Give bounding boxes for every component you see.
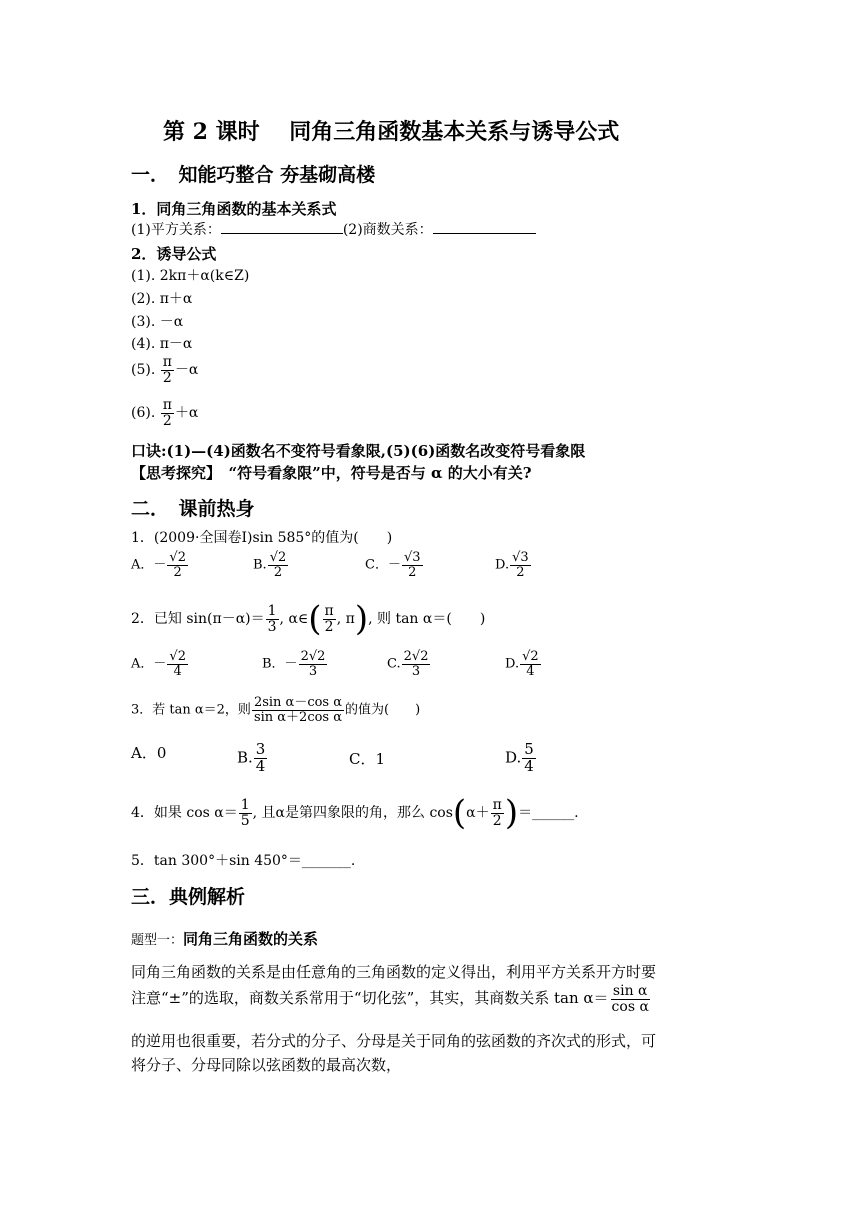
question-5-stem: 5．tan 300°＋sin 450°＝_______. [131,853,356,869]
formula-6: (6). $\frac{\pi}{2}$ ＋α [131,397,199,429]
formula-3: (3). －α [131,314,184,330]
q1-option-a: A．－ $\frac{√2}{2}$ [131,550,186,580]
think-text: “符号看象限”中，符号是否与 α 的大小有关? [228,464,532,482]
q3-option-d: D. $\frac{5}{4}$ [505,740,534,775]
square-relation-label: (1)平方关系： [131,222,221,238]
section-1-heading: 一． 知能巧整合 夯基砌高楼 [131,164,376,186]
think-label: 【思考探究】 [131,464,214,482]
q2-option-d: D. $\frac{√2}{4}$ [505,649,539,679]
formula-5-fraction: $\frac{\pi}{2}$ [162,354,172,386]
section-3-heading: 三．典例解析 [131,886,246,908]
section-2-heading: 二． 课前热身 [131,498,255,520]
quotient-relation-blank [433,221,536,234]
q3-option-a: A．0 [131,744,167,762]
paragraph-line-3: 的逆用也很重要，若分式的分子、分母是关于同角的弦函数的齐次式的形式，可 [131,1032,657,1050]
question-4-stem: 4．如果 cos α＝ $\frac{1}{5}$ , 且α是第四象限的角，那么 cos(α＋ $\frac{\pi}{2}$ )＝______. [131,793,579,833]
formula-6-fraction: $\frac{\pi}{2}$ [162,397,172,429]
page-title: 第 2 课时 同角三角函数基本关系与诱导公式 [163,119,620,145]
formula-1: (1). 2kπ＋α(k∈Z) [131,268,250,284]
mnemonic: 口诀:(1)—(4)函数名不变符号看象限,(5)(6)函数名改变符号看象限 [131,442,586,460]
q1-option-d: D. $\frac{√3}{2}$ [495,550,529,580]
q2-option-a: A．－ $\frac{√2}{4}$ [131,649,186,679]
type-one-heading: 题型一：同角三角函数的关系 [131,930,319,948]
formula-5: (5). $\frac{\pi}{2}$ －α [131,354,199,386]
formula-4: (4). π－α [131,336,193,352]
item-1-line [131,219,536,239]
q2-option-b: B．－ $\frac{2√2}{3}$ [262,649,326,679]
square-relation-blank [221,221,343,234]
formula-2: (2). π＋α [131,291,193,307]
q3-option-b: B. $\frac{3}{4}$ [237,740,266,775]
question-2-stem: 2．已知 sin(π－α)＝ $\frac{1}{3}$ , α∈( $\frac{\pi}{2}$ , π), 则 tan α＝( ) [131,599,486,639]
q1-option-c: C．－ $\frac{√3}{2}$ [365,550,421,580]
q3-option-c: C．1 [349,750,386,768]
think-explore [131,462,532,483]
q2-option-c: C. $\frac{2√2}{3}$ [387,649,429,679]
quotient-relation-label: (2)商数关系： [342,222,433,238]
item-2-title: 2．诱导公式 [131,245,217,263]
question-3-stem: 3．若 tan α＝2，则 $\frac{\text{2sin α－cos α}}{\text{sin α＋2cos α}}$ 的值为( ) [131,695,421,725]
paragraph-line-2: 注意“±”的选取，商数关系常用于“切化弦”，其实，其商数关系 tan α＝ $\frac{\text{sin α}}{\text{cos α}}$ [131,983,649,1015]
q1-option-b: B. $\frac{√2}{2}$ [253,550,287,580]
item-1-title: 1．同角三角函数的基本关系式 [131,200,337,218]
paragraph-line-4: 将分子、分母同除以弦函数的最高次数， [131,1056,402,1074]
paragraph-line-1: 同角三角函数的关系是由任意角的三角函数的定义得出，利用平方关系开方时要 [131,963,657,981]
question-1-stem: 1．(2009·全国卷Ⅰ)sin 585°的值为( ) [131,530,393,546]
